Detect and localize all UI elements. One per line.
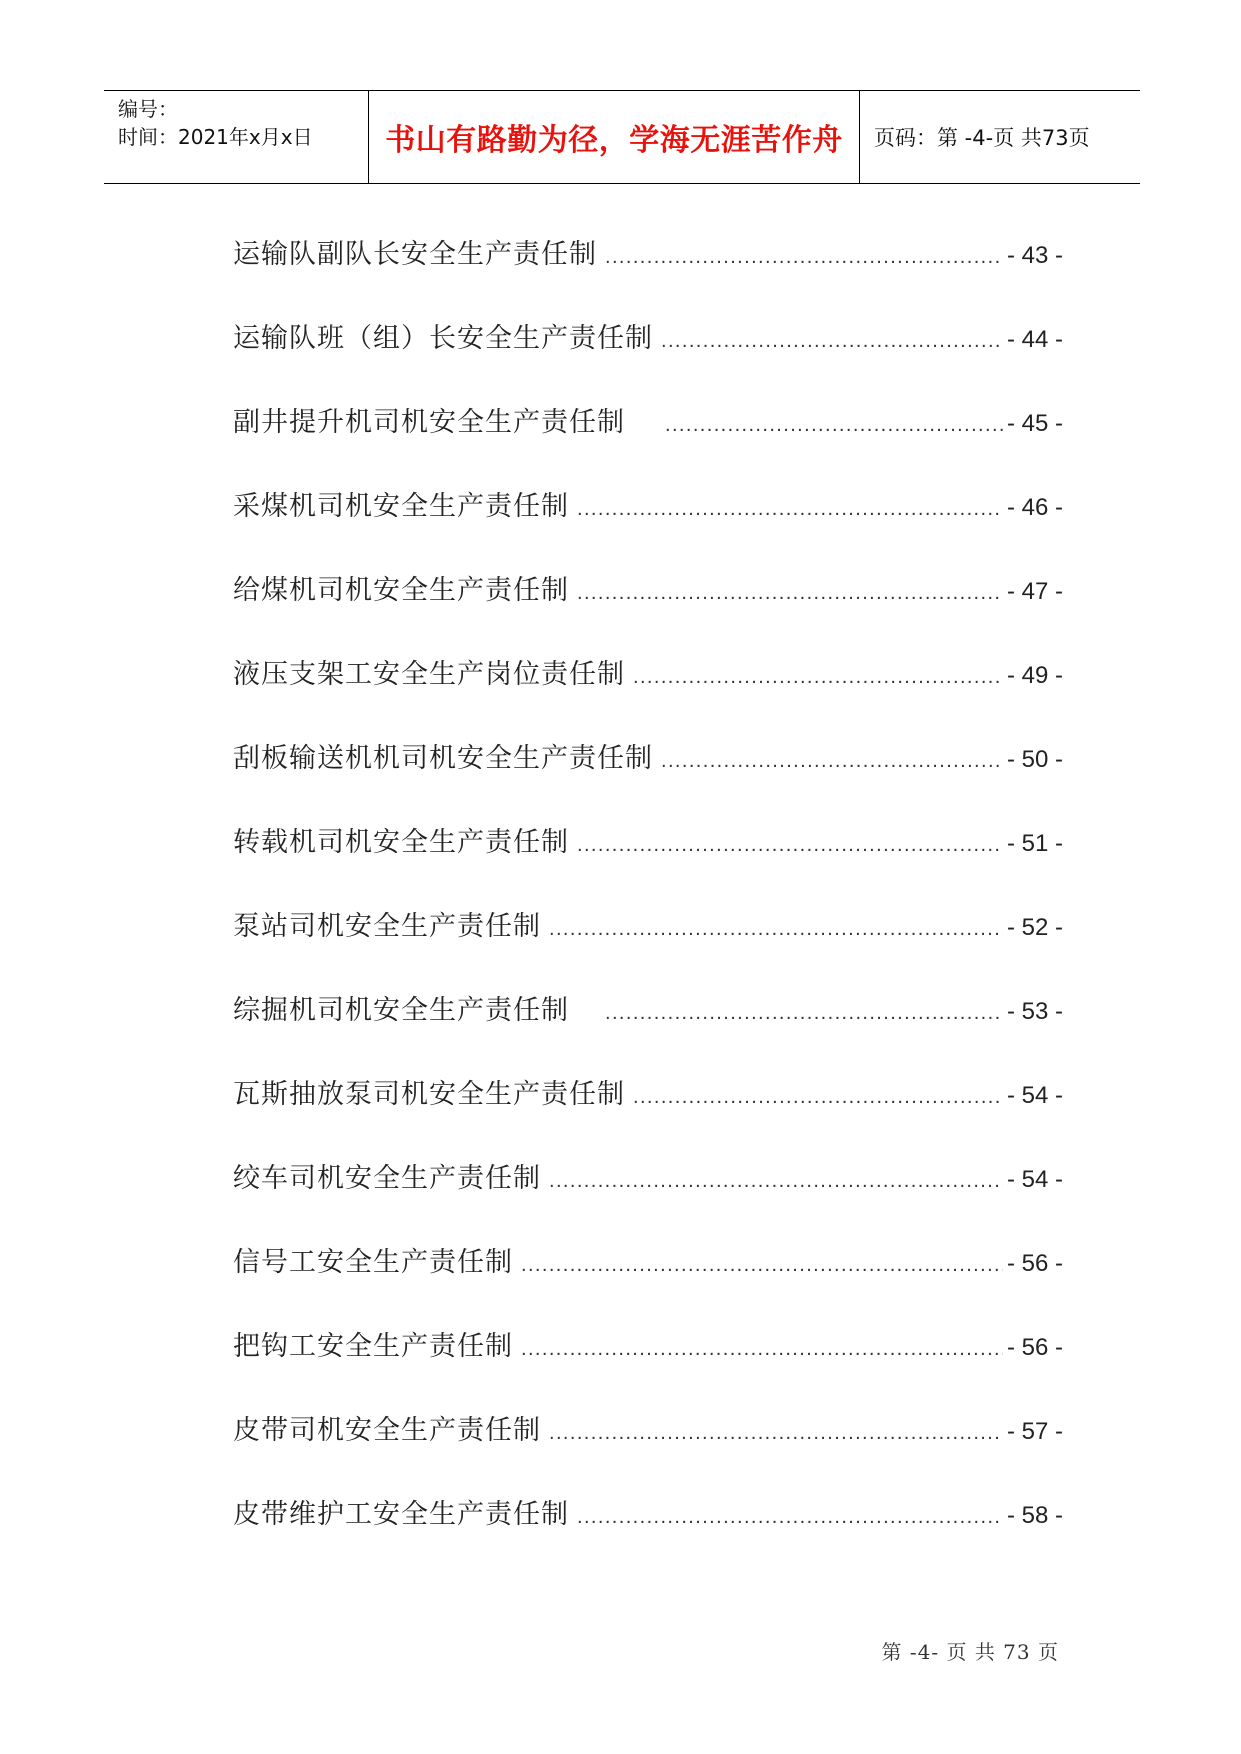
header-motto: 书山有路勤为径，学海无涯苦作舟 xyxy=(385,123,843,158)
toc-entry-page: - 49 - xyxy=(1006,662,1063,689)
toc-entry-title: 采煤机司机安全生产责任制 xyxy=(233,491,569,522)
toc-leader-dots xyxy=(577,582,1003,605)
toc-entry[interactable] xyxy=(233,484,1063,568)
page-footer: 第 -4- 页 共 73 页 xyxy=(881,1640,1059,1664)
toc-entry-page: - 51 - xyxy=(1006,830,1063,857)
toc-entry[interactable] xyxy=(233,1156,1063,1240)
toc-leader-dots xyxy=(605,1002,1003,1025)
toc-entry-page: - 58 - xyxy=(1006,1502,1063,1529)
toc-leader-dots xyxy=(577,1506,1003,1529)
header-page-code-cell xyxy=(860,91,1140,183)
toc-entry[interactable] xyxy=(233,736,1063,820)
toc-leader-dots xyxy=(549,918,1003,941)
toc-entry-page: - 52 - xyxy=(1006,914,1063,941)
toc-entry-page: - 45 - xyxy=(1006,410,1063,437)
toc-leader-dots xyxy=(521,1338,1003,1361)
toc-entry-title: 瓦斯抽放泵司机安全生产责任制 xyxy=(233,1079,625,1110)
toc-entry-page: - 56 - xyxy=(1006,1334,1063,1361)
toc-entry-title: 刮板输送机机司机安全生产责任制 xyxy=(233,743,653,774)
toc-entry[interactable] xyxy=(233,988,1063,1072)
toc-entry[interactable] xyxy=(233,232,1063,316)
toc-entry[interactable] xyxy=(233,904,1063,988)
header-meta xyxy=(104,91,369,183)
toc-entry-page: - 57 - xyxy=(1006,1418,1063,1445)
toc-leader-dots xyxy=(665,414,1003,437)
toc-leader-dots xyxy=(549,1422,1003,1445)
toc-entry-title: 液压支架工安全生产岗位责任制 xyxy=(233,659,625,690)
toc-entry-title: 给煤机司机安全生产责任制 xyxy=(233,575,569,606)
toc-entry[interactable] xyxy=(233,652,1063,736)
toc-leader-dots xyxy=(661,330,1003,353)
toc-entry-title: 转载机司机安全生产责任制 xyxy=(233,827,569,858)
toc-leader-dots xyxy=(605,246,1003,269)
toc-leader-dots xyxy=(521,1254,1003,1277)
toc-leader-dots xyxy=(577,498,1003,521)
toc-entry-title: 运输队班（组）长安全生产责任制 xyxy=(233,323,653,354)
document-number-label: 编号： xyxy=(118,97,178,121)
toc-entry-page: - 54 - xyxy=(1006,1082,1063,1109)
toc-entry-title: 副井提升机司机安全生产责任制 xyxy=(233,407,625,438)
toc-leader-dots xyxy=(661,750,1003,773)
toc-entry-title: 泵站司机安全生产责任制 xyxy=(233,911,541,942)
toc-entry-page: - 56 - xyxy=(1006,1250,1063,1277)
toc-leader-dots xyxy=(633,666,1003,689)
toc-entry[interactable] xyxy=(233,316,1063,400)
page-header xyxy=(104,90,1140,184)
toc-entry-page: - 43 - xyxy=(1006,242,1063,269)
toc-entry[interactable] xyxy=(233,1492,1063,1576)
toc-entry[interactable] xyxy=(233,568,1063,652)
toc-entry-title: 皮带维护工安全生产责任制 xyxy=(233,1499,569,1530)
toc-entry[interactable] xyxy=(233,1324,1063,1408)
toc-entry-title: 运输队副队长安全生产责任制 xyxy=(233,239,597,270)
toc-entry-title: 皮带司机安全生产责任制 xyxy=(233,1415,541,1446)
toc-entry-page: - 53 - xyxy=(1006,998,1063,1025)
toc-entry-title: 绞车司机安全生产责任制 xyxy=(233,1163,541,1194)
toc-entry[interactable] xyxy=(233,1240,1063,1324)
toc-entry[interactable] xyxy=(233,1408,1063,1492)
document-time-label: 时间：2021年x月x日 xyxy=(118,125,313,149)
toc-leader-dots xyxy=(633,1086,1003,1109)
toc-leader-dots xyxy=(577,834,1003,857)
toc-entry-page: - 46 - xyxy=(1006,494,1063,521)
toc-entry[interactable] xyxy=(233,820,1063,904)
toc-entry-page: - 47 - xyxy=(1006,578,1063,605)
table-of-contents xyxy=(233,232,1063,1576)
toc-entry-title: 信号工安全生产责任制 xyxy=(233,1247,513,1278)
toc-entry-page: - 50 - xyxy=(1006,746,1063,773)
toc-entry-title: 综掘机司机安全生产责任制 xyxy=(233,995,569,1026)
header-page-code: 页码：第 -4-页 共73页 xyxy=(874,126,1090,150)
toc-entry-page: - 54 - xyxy=(1006,1166,1063,1193)
toc-entry-page: - 44 - xyxy=(1006,326,1063,353)
header-motto-cell xyxy=(369,91,860,183)
toc-entry-title: 把钩工安全生产责任制 xyxy=(233,1331,513,1362)
toc-entry[interactable] xyxy=(233,1072,1063,1156)
toc-entry[interactable] xyxy=(233,400,1063,484)
toc-leader-dots xyxy=(549,1170,1003,1193)
